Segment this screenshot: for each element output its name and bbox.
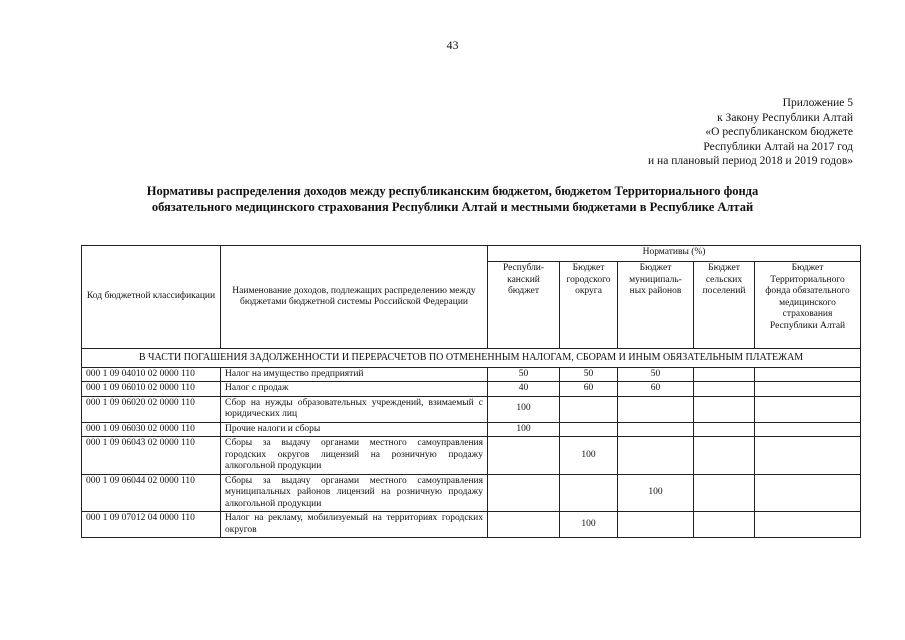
row-code: 000 1 09 06044 02 0000 110 xyxy=(82,474,221,512)
row-city-value xyxy=(560,422,618,437)
row-fund-value xyxy=(755,367,861,382)
row-city-value: 60 xyxy=(560,382,618,397)
row-republic-value: 40 xyxy=(488,382,560,397)
appendix-line: Республики Алтай на 2017 год xyxy=(703,140,853,153)
row-municipal-value xyxy=(618,422,694,437)
row-name: Налог с продаж xyxy=(221,382,488,397)
row-city-value xyxy=(560,474,618,512)
title-line-2: обязательного медицинского страхования Республики Алтай и местными бюджетами в Республике Алтай xyxy=(151,200,754,214)
header-name: Наименование доходов, подлежащих распределению между бюджетами бюджетной системы Российской Федерации xyxy=(221,246,488,349)
header-code: Код бюджетной классификации xyxy=(82,246,221,349)
table-row xyxy=(82,512,861,538)
appendix-line: «О республиканском бюджете xyxy=(705,126,853,138)
row-republic-value xyxy=(488,437,560,475)
row-city-value: 100 xyxy=(560,437,618,475)
row-code: 000 1 09 06043 02 0000 110 xyxy=(82,437,221,475)
table-row xyxy=(82,474,861,512)
header-rural-budget: Бюджет сельских поселений xyxy=(694,262,755,349)
document-title xyxy=(40,183,865,215)
row-rural-value xyxy=(694,422,755,437)
row-municipal-value: 50 xyxy=(618,367,694,382)
row-fund-value xyxy=(755,512,861,538)
row-republic-value: 50 xyxy=(488,367,560,382)
row-municipal-value: 100 xyxy=(618,474,694,512)
row-rural-value xyxy=(694,382,755,397)
row-fund-value xyxy=(755,474,861,512)
row-name: Прочие налоги и сборы xyxy=(221,422,488,437)
page-number: 43 xyxy=(446,38,459,52)
row-name: Сбор на нужды образовательных учреждений, взимаемый с юридических лиц xyxy=(221,396,488,422)
row-fund-value xyxy=(755,422,861,437)
row-city-value: 100 xyxy=(560,512,618,538)
header-row-top xyxy=(82,246,861,262)
row-republic-value: 100 xyxy=(488,422,560,437)
row-city-value xyxy=(560,396,618,422)
row-city-value: 50 xyxy=(560,367,618,382)
row-code: 000 1 09 06010 02 0000 110 xyxy=(82,382,221,397)
section-row xyxy=(82,349,861,368)
row-fund-value xyxy=(755,382,861,397)
row-code: 000 1 09 06030 02 0000 110 xyxy=(82,422,221,437)
row-republic-value xyxy=(488,474,560,512)
row-name: Сборы за выдачу органами местного самоуправления муниципальных районов лицензий на розничную продажу алкогольной продукции xyxy=(221,474,488,512)
row-municipal-value: 60 xyxy=(618,382,694,397)
revenue-norms-table xyxy=(81,245,861,538)
appendix-line: и на плановый период 2018 и 2019 годов» xyxy=(648,155,853,167)
row-name: Налог на имущество предприятий xyxy=(221,367,488,382)
table-row xyxy=(82,437,861,475)
row-code: 000 1 09 07012 04 0000 110 xyxy=(82,512,221,538)
row-rural-value xyxy=(694,396,755,422)
row-republic-value xyxy=(488,512,560,538)
row-municipal-value xyxy=(618,512,694,538)
row-rural-value xyxy=(694,512,755,538)
row-code: 000 1 09 04010 02 0000 110 xyxy=(82,367,221,382)
header-republic-budget: Республи-канский бюджет xyxy=(488,262,560,349)
title-line-1: Нормативы распределения доходов между республиканским бюджетом, бюджетом Территориального фонда xyxy=(146,184,759,198)
header-city-budget: Бюджет городского округа xyxy=(560,262,618,349)
appendix-reference xyxy=(648,96,853,169)
row-name: Налог на рекламу, мобилизуемый на территориях городских округов xyxy=(221,512,488,538)
row-republic-value: 100 xyxy=(488,396,560,422)
row-municipal-value xyxy=(618,396,694,422)
row-code: 000 1 09 06020 02 0000 110 xyxy=(82,396,221,422)
row-fund-value xyxy=(755,396,861,422)
row-name: Сборы за выдачу органами местного самоуправления городских округов лицензий на розничную продажу алкогольной продукции xyxy=(221,437,488,475)
row-fund-value xyxy=(755,437,861,475)
row-municipal-value xyxy=(618,437,694,475)
appendix-line: Приложение 5 xyxy=(782,97,853,109)
row-rural-value xyxy=(694,474,755,512)
table-row xyxy=(82,396,861,422)
table-row xyxy=(82,367,861,382)
row-rural-value xyxy=(694,367,755,382)
appendix-line: к Закону Республики Алтай xyxy=(717,111,853,124)
section-heading: В ЧАСТИ ПОГАШЕНИЯ ЗАДОЛЖЕННОСТИ И ПЕРЕРАСЧЕТОВ ПО ОТМЕНЕННЫМ НАЛОГАМ, СБОРАМ И ИНЫМ ОБЯЗАТЕЛЬНЫМ ПЛАТЕЖАМ xyxy=(82,349,861,368)
header-fund-budget: Бюджет Территориального фонда обязательного медицинского страхования Республики Алтай xyxy=(755,262,861,349)
table-row xyxy=(82,422,861,437)
header-norms: Нормативы (%) xyxy=(488,246,861,262)
table-row xyxy=(82,382,861,397)
row-rural-value xyxy=(694,437,755,475)
header-municipal-budget: Бюджет муниципаль-ных районов xyxy=(618,262,694,349)
